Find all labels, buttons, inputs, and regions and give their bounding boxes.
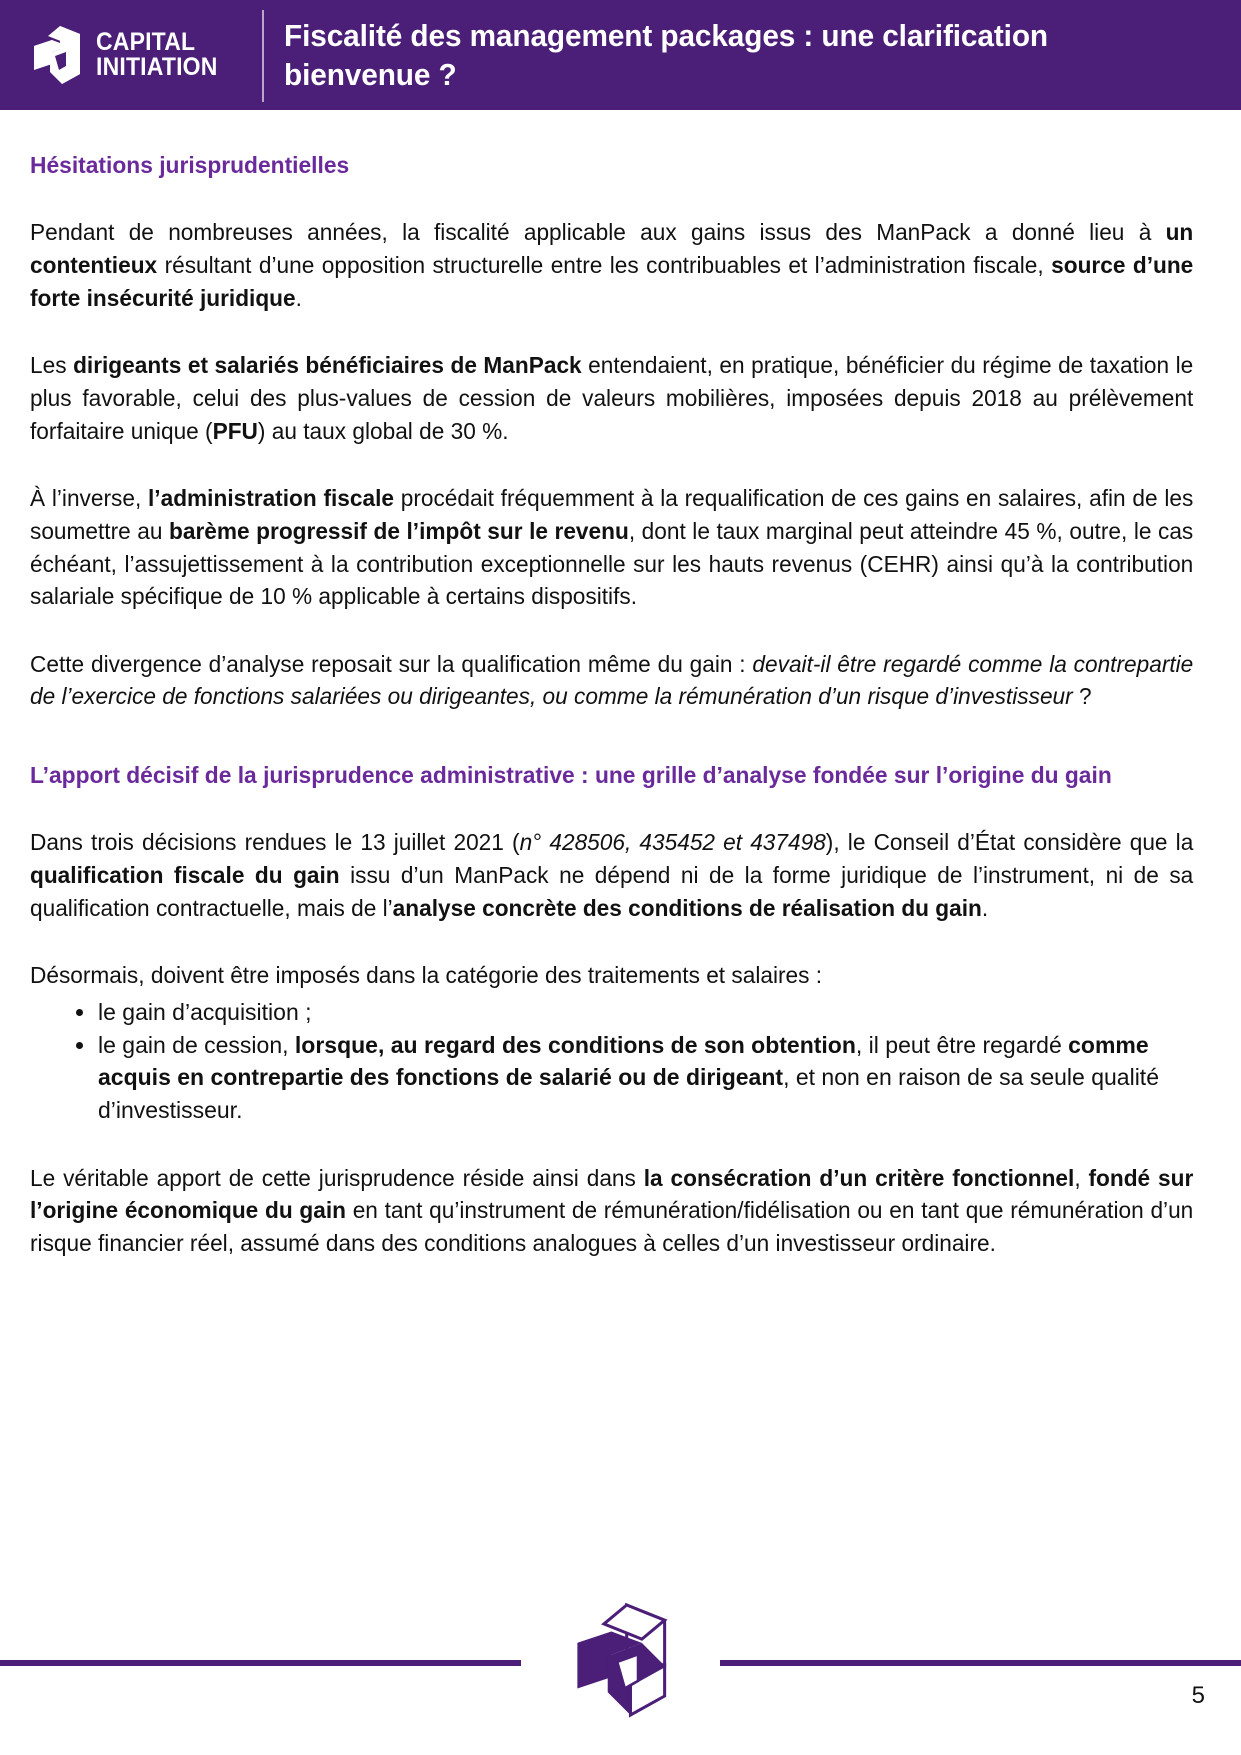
paragraph-conseil-etat	[30, 826, 1193, 924]
section-heading-apport-decisif: L’apport décisif de la jurisprudence administrative : une grille d’analyse fondée sur l’origine du gain	[30, 762, 1112, 789]
text-run: Les	[30, 352, 74, 379]
text-run: entendaient, en pratique, bénéficier du régime de taxation le plus favorable, celui des plus-values de cession de valeurs mobilières, imposées depuis 2018 au prélèvement forfaitaire unique (	[30, 352, 1194, 444]
text-run: issu d’un ManPack ne dépend ni de la forme juridique de l’instrument, ni de sa qualification contractuelle, mais de l’	[30, 862, 1194, 921]
page-header	[0, 0, 1241, 110]
text-run: ), le Conseil d’État considère que la	[825, 829, 1194, 856]
text-run-bold: PFU	[212, 417, 258, 444]
text-run: .	[295, 284, 302, 311]
isometric-cube-logo-icon	[566, 1597, 676, 1723]
text-run: À l’inverse,	[30, 485, 149, 512]
document-body	[0, 110, 1241, 1260]
text-run: Pendant de nombreuses années, la fiscalité applicable aux gains issus des ManPack a donné lieu à	[30, 219, 1166, 246]
text-run: .	[981, 894, 989, 921]
paragraph-administration-fiscale	[30, 482, 1193, 613]
text-run: , et non en raison de sa seule qualité d’investisseur.	[98, 1064, 1159, 1123]
text-run-italic: devait-il être regardé comme la contrepartie de l’exercice de fonctions salariées ou dirigeantes, ou comme la rémunération d’un risque d’investisseur	[30, 650, 1194, 710]
footer-rule-right	[720, 1660, 1241, 1666]
text-run-italic: n° 428506, 435452 et 437498	[519, 829, 826, 856]
text-run-bold: lorsque, au regard des conditions de son obtention	[294, 1031, 856, 1058]
text-run: ) au taux global de 30 %.	[257, 417, 509, 444]
text-run-bold: source d’une forte insécurité juridique	[30, 251, 1194, 311]
paragraph-divergence	[30, 648, 1193, 713]
text-run: procédait fréquemment à la requalification de ces gains en salaires, afin de les soumettre au	[30, 485, 1194, 544]
isometric-cube-logo-icon	[28, 24, 86, 86]
text-run: , il peut être regardé	[855, 1031, 1069, 1058]
brand-logo	[0, 0, 262, 110]
text-run-bold: un contentieux	[30, 219, 1194, 278]
paragraph-desormais	[30, 959, 1193, 992]
text-run-bold: fondé sur l’origine économique du gain	[30, 1164, 1194, 1224]
text-run: le gain de cession,	[98, 1031, 295, 1058]
text-run-bold: l’administration fiscale	[148, 485, 394, 512]
text-run-bold: dirigeants et salariés bénéficiaires de ManPack	[73, 352, 582, 379]
brand-wordmark	[96, 27, 228, 81]
brand-line-initiation: INITIATION	[96, 53, 218, 81]
text-run: ?	[1072, 683, 1092, 710]
text-run: , dont le taux marginal peut atteindre 45 %, outre, le cas échéant, l’assujettissement à la contribution exceptionnelle sur les hauts revenus (CEHR) ainsi qu’à la contribution salariale spécifique de 10 % applicable à certains dispositifs.	[30, 517, 1194, 610]
page-footer	[0, 1587, 1241, 1755]
text-run-bold: barème progressif de l’impôt sur le revenu	[169, 517, 629, 544]
text-run-bold: analyse concrète des conditions de réalisation du gain	[392, 894, 982, 921]
text-run-bold: comme acquis en contrepartie des fonctions de salarié ou de dirigeant	[98, 1031, 1149, 1091]
text-run: Désormais, doivent être imposés dans la catégorie des traitements et salaires :	[30, 962, 823, 989]
text-run-bold: la consécration d’un critère fonctionnel	[643, 1164, 1075, 1191]
text-run: Cette divergence d’analyse reposait sur la qualification même du gain :	[30, 650, 753, 677]
page-title: Fiscalité des management packages : une clarification bienvenue ?	[284, 17, 1048, 92]
text-run: le gain d’acquisition ;	[98, 999, 312, 1025]
list-traitements-salaires	[30, 996, 1211, 1127]
paragraph-critere-fonctionnel	[30, 1162, 1193, 1260]
list-item	[76, 996, 1211, 1029]
header-title-block	[264, 0, 1241, 110]
text-run-bold: qualification fiscale du gain	[30, 862, 340, 889]
section-heading-hesitations: Hésitations jurisprudentielles	[30, 152, 350, 178]
text-run: Le véritable apport de cette jurisprudence réside ainsi dans	[30, 1164, 644, 1191]
text-run: Dans trois décisions rendues le 13 juillet 2021 (	[30, 829, 520, 856]
paragraph-contentieux	[30, 216, 1193, 314]
text-run: résultant d’une opposition structurelle entre les contribuables et l’administration fiscale,	[157, 251, 1052, 278]
list-item	[76, 1029, 1211, 1127]
text-run: ,	[1074, 1164, 1089, 1191]
footer-rule-left	[0, 1660, 521, 1666]
text-run: en tant qu’instrument de rémunération/fidélisation ou en tant que rémunération d’un risque financier réel, assumé dans des conditions analogues à celles d’un investisseur ordinaire.	[30, 1197, 1194, 1256]
paragraph-dirigeants	[30, 349, 1193, 447]
page-number: 5	[1191, 1682, 1205, 1709]
brand-line-capital: CAPITAL	[96, 27, 196, 56]
